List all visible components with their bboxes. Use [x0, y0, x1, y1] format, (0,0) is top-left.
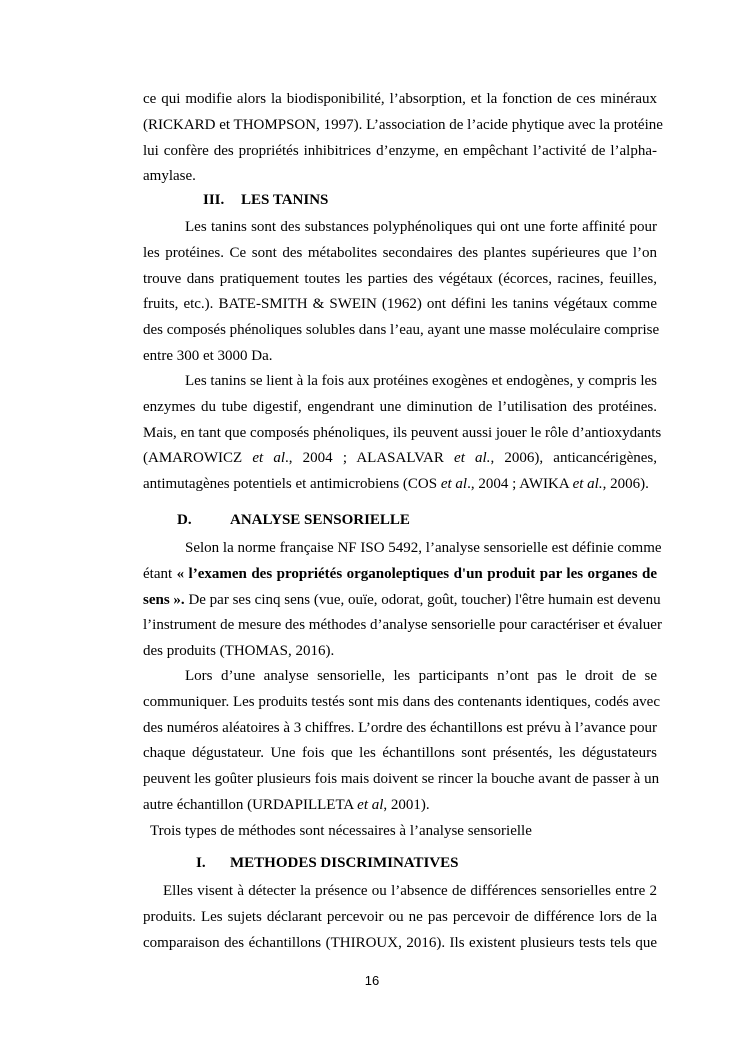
text-span: ., 2004 ; AWIKA: [467, 476, 573, 493]
text-line: [143, 588, 661, 614]
heading-analyse-sensorielle: [177, 512, 410, 529]
text-line: lui confère des propriétés inhibitrices d’enzyme, en empêchant l’activité de l’alpha-: [143, 142, 657, 159]
text-line: enzymes du tube digestif, engendrant une diminution de l’utilisation des protéines.: [143, 398, 657, 415]
bold-quote: sens ».: [143, 591, 185, 608]
italic-citation: et al: [440, 476, 468, 493]
text-line: entre 300 et 3000 Da.: [143, 347, 273, 364]
text-line: amylase.: [143, 168, 196, 185]
text-line: Selon la norme française NF ISO 5492, l’analyse sensorielle est définie comme: [185, 540, 662, 556]
paragraph-deroulement: [143, 664, 660, 819]
paragraph-phytic-acid: [143, 87, 663, 190]
heading-number: III.: [203, 192, 225, 208]
italic-citation: et al.: [572, 476, 603, 493]
text-line: Les tanins se lient à la fois aux protéines exogènes et endogènes, y compris les: [185, 373, 657, 389]
text-line: comparaison des échantillons (THIROUX, 2016). Ils existent plusieurs tests tels que: [143, 934, 657, 951]
text-line: trouve dans pratiquement toutes les parties des végétaux (écorces, racines, feuilles,: [143, 270, 657, 287]
text-line: des composés phénoliques solubles dans l’eau, ayant une masse moléculaire comprise: [143, 322, 660, 339]
text-line: communiquer. Les produits testés sont mis dans des contenants identiques, codés avec: [143, 693, 660, 710]
text-line: les protéines. Ce sont des métabolites secondaires des plantes supérieures que l’on: [143, 244, 657, 261]
text-span: (AMAROWICZ: [143, 450, 253, 467]
italic-citation: et al: [357, 796, 384, 813]
text-line: produits. Les sujets déclarant percevoir ou ne pas percevoir de différence lors de la: [143, 908, 657, 925]
text-line: [143, 793, 657, 819]
text-line: Les tanins sont des substances polyphénoliques qui ont une forte affinité pour: [185, 219, 657, 235]
heading-number: I.: [196, 855, 206, 871]
italic-citation: et al.: [454, 450, 491, 467]
text-line: ce qui modifie alors la biodisponibilité, l’absorption, et la fonction de ces minéraux: [143, 91, 657, 107]
paragraph-types-methodes: Trois types de méthodes sont nécessaires à l’analyse sensorielle: [150, 823, 532, 839]
text-span: étant: [143, 565, 177, 582]
page-number: 16: [364, 973, 380, 988]
bold-quote: « l’examen des propriétés organoleptiques d'un produit par les organes de: [176, 565, 657, 582]
text-span: De par ses cinq sens (vue, ouïe, odorat, goût, toucher) l'être humain est devenu: [184, 591, 661, 608]
text-line: l’instrument de mesure des méthodes d’analyse sensorielle pour caractériser et évaluer: [143, 617, 662, 634]
heading-title: METHODES DISCRIMINATIVES: [230, 855, 459, 871]
text-line: Lors d’une analyse sensorielle, les participants n’ont pas le droit de se: [185, 668, 657, 684]
heading-title: ANALYSE SENSORIELLE: [230, 512, 410, 528]
text-line: fruits, etc.). BATE-SMITH & SWEIN (1962) ont défini les tanins végétaux comme: [143, 296, 657, 313]
text-line: (RICKARD et THOMPSON, 1997). L’association de l’acide phytique avec la protéine: [143, 116, 663, 133]
text-line: peuvent les goûter plusieurs fois mais doivent se rincer la bouche avant de passer à un: [143, 771, 660, 788]
text-line: Mais, en tant que composés phénoliques, ils peuvent aussi jouer le rôle d’antioxydants: [143, 424, 662, 441]
text-span: antimutagènes potentiels et antimicrobiens (COS: [143, 476, 441, 493]
paragraph-definition-sensorielle: [143, 536, 662, 665]
heading-number: D.: [177, 512, 192, 528]
text-line: Elles visent à détecter la présence ou l’absence de différences sensorielles entre 2: [163, 883, 657, 899]
italic-citation: et al: [252, 450, 285, 467]
text-line: chaque dégustateur. Une fois que les échantillons sont présentés, les dégustateurs: [143, 745, 657, 762]
text-span: , 2006).: [602, 476, 649, 493]
text-line: des produits (THOMAS, 2016).: [143, 643, 335, 660]
text-line: [143, 472, 657, 498]
text-span: autre échantillon (URDAPILLETA: [143, 796, 358, 813]
paragraph-tanins-definition: [143, 215, 660, 370]
heading-title: LES TANINS: [241, 192, 329, 208]
heading-methodes-discriminatives: [196, 855, 459, 872]
text-line: [143, 562, 657, 588]
paragraph-tanins-proteins: [143, 369, 662, 498]
text-line: des numéros aléatoires à 3 chiffres. L’ordre des échantillons est prévu à l’avance pour: [143, 719, 657, 736]
paragraph-methodes-discriminatives: [143, 879, 657, 956]
text-span: ., 2004 ; ALASALVAR: [285, 450, 455, 467]
heading-tanins: [203, 192, 328, 209]
text-line: [143, 446, 657, 472]
text-span: , 2006), anticancérigènes,: [490, 450, 657, 467]
text-span: , 2001).: [383, 796, 430, 813]
